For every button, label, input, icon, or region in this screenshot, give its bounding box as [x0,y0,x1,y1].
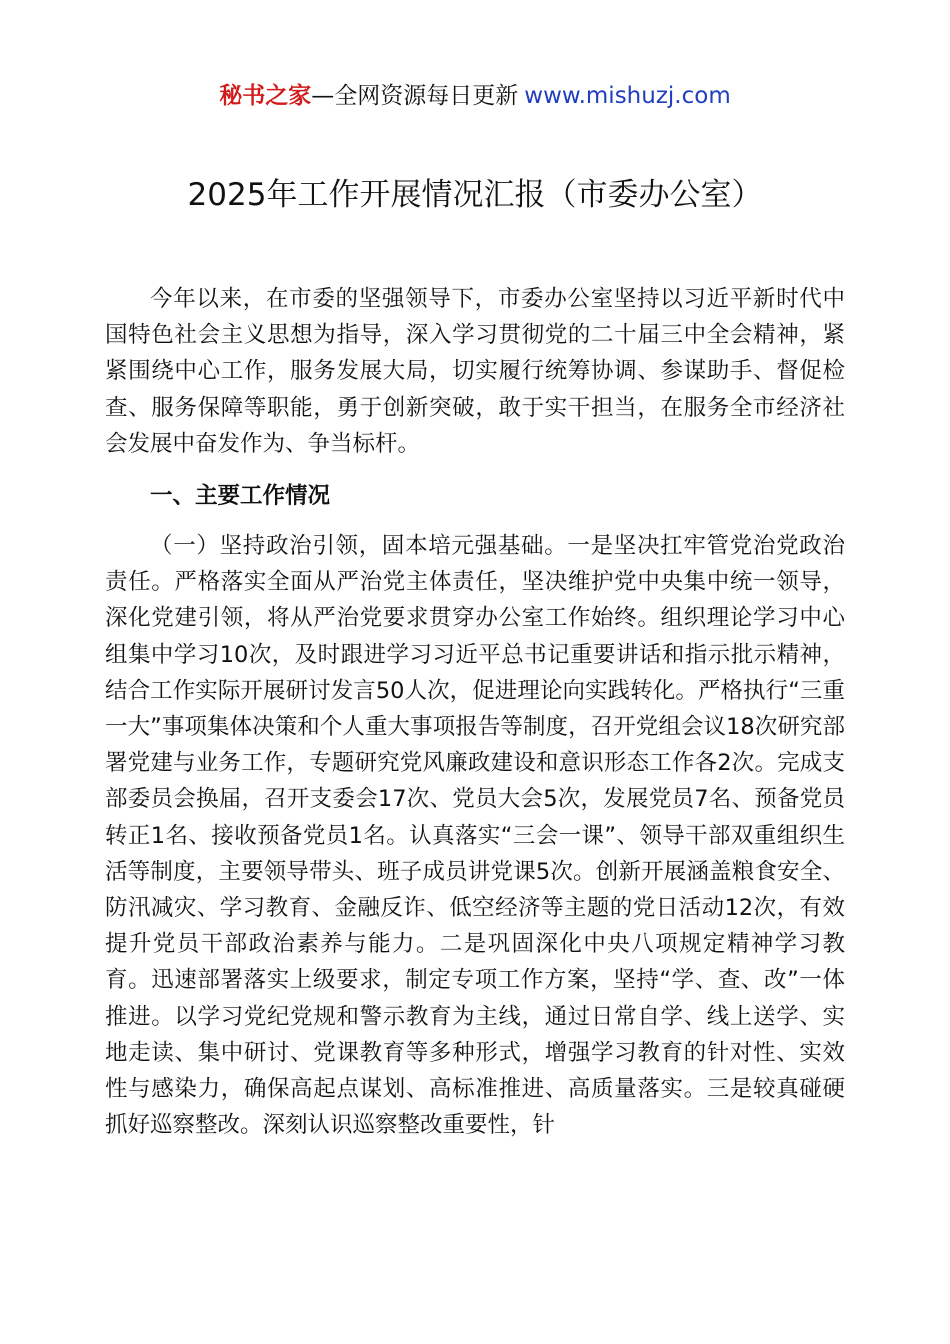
intro-paragraph: 今年以来，在市委的坚强领导下，市委办公室坚持以习近平新时代中国特色社会主义思想为指导，深入学习贯彻党的二十届三中全会精神，紧紧围绕中心工作，服务发展大局，切实履行统筹协调、参谋助手、督促检查、服务保障等职能，勇于创新突破，敢于实干担当，在服务全市经济社会发展中奋发作为、争当标杆。 [105,286,845,457]
document-body [105,281,845,1143]
site-tagline: —全网资源每日更新 [311,83,519,109]
site-brand: 秘书之家 [219,83,312,109]
document-title: 2025年工作开展情况汇报（市委办公室） [187,177,763,213]
section-heading: 一、主要工作情况 [150,483,331,510]
site-url-link[interactable]: www.mishuzj.com [524,83,731,109]
section-paragraph: （一）坚持政治引领，固本培元强基础。一是坚决扛牢管党治党政治责任。严格落实全面从严治党主体责任，坚决维护党中央集中统一领导，深化党建引领，将从严治党要求贯穿办公室工作始终。组织理论学习中心组集中学习10次，及时跟进学习习近平总书记重要讲话和指示批示精神，结合工作实际开展研讨发言50人次，促进理论向实践转化。严格执行“三重一大”事项集体决策和个人重大事项报告等制度，召开党组会议18次研究部署党建与业务工作，专题研究党风廉政建设和意识形态工作各2次。完成支部委员会换届，召开支委会17次、党员大会5次，发展党员7名、预备党员转正1名、接收预备党员1名。认真落实“三会一课”、领导干部双重组织生活等制度，主要领导带头、班子成员讲党课5次。创新开展涵盖粮食安全、防汛减灾、学习教育、金融反诈、低空经济等主题的党日活动12次，有效提升党员干部政治素养与能力。二是巩固深化中央八项规定精神学习教育。迅速部署落实上级要求，制定专项工作方案，坚持“学、查、改”一体推进。以学习党纪党规和警示教育为主线，通过日常自学、线上送学、实地走读、集中研讨、党课教育等多种形式，增强学习教育的针对性、实效性与感染力，确保高起点谋划、高标准推进、高质量落实。三是较真碰硬抓好巡察整改。深刻认识巡察整改重要性，针 [105,533,845,1139]
site-header [0,80,950,112]
